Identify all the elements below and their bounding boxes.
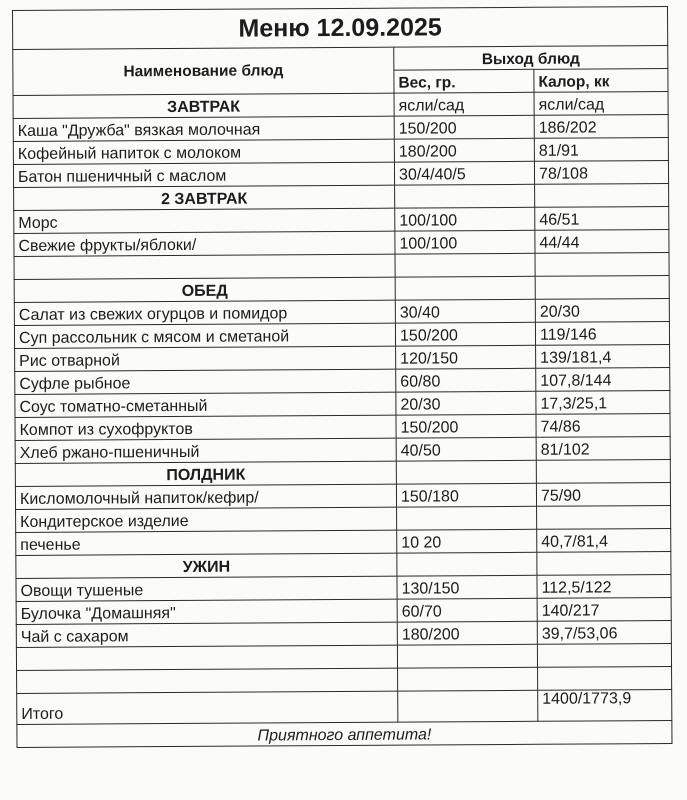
dish-calories: 119/146 bbox=[535, 321, 669, 345]
dish-name: Батон пшеничный с маслом bbox=[13, 162, 394, 187]
dish-weight: 60/80 bbox=[396, 368, 536, 392]
dish-weight: 60/70 bbox=[397, 598, 537, 622]
empty-cell bbox=[396, 460, 536, 484]
dish-weight: 10 20 bbox=[397, 529, 537, 553]
empty-cell bbox=[535, 183, 669, 207]
dish-name: Рис отварной bbox=[15, 346, 396, 371]
dish-row bbox=[15, 413, 670, 440]
dish-name: Кисломолочный напиток/кефир/ bbox=[15, 484, 396, 509]
section-title: ОБЕД bbox=[14, 277, 395, 302]
empty-cell bbox=[535, 252, 669, 276]
empty-cell bbox=[397, 552, 537, 576]
empty-cell bbox=[14, 254, 395, 279]
dish-row bbox=[15, 390, 670, 417]
dish-weight: 150/200 bbox=[395, 322, 535, 346]
section-title: УЖИН bbox=[16, 553, 397, 578]
dish-row bbox=[13, 137, 668, 164]
dish-name: Хлеб ржано-пшеничный bbox=[15, 438, 396, 463]
dish-name: Булочка "Домашняя" bbox=[16, 599, 397, 624]
dish-weight: 150/180 bbox=[396, 483, 536, 507]
dish-row bbox=[14, 321, 669, 348]
section-title: ЗАВТРАК bbox=[13, 93, 394, 118]
dish-calories: 39,7/53,06 bbox=[537, 620, 671, 644]
footer-row bbox=[17, 720, 672, 747]
section-title: 2 ЗАВТРАК bbox=[14, 185, 395, 210]
dish-name: Кофейный напиток с молоком bbox=[13, 139, 394, 164]
dish-calories: 107,8/144 bbox=[536, 367, 670, 391]
dish-row bbox=[15, 367, 670, 394]
dish-calories: 44/44 bbox=[535, 229, 669, 253]
empty-cell bbox=[536, 459, 670, 483]
dish-weight: 40/50 bbox=[396, 437, 536, 461]
dish-name: Свежие фрукты/яблоки/ bbox=[14, 231, 395, 256]
dish-weight: 150/200 bbox=[396, 414, 536, 438]
dish-name: Кондитерское изделие bbox=[16, 507, 397, 532]
dish-name: Каша "Дружба" вязкая молочная bbox=[13, 116, 394, 141]
page-title: Меню 12.09.2025 bbox=[13, 6, 668, 49]
dish-calories: 140/217 bbox=[537, 597, 671, 621]
dish-name: Морс bbox=[14, 208, 395, 233]
dish-calories: 139/181,4 bbox=[536, 344, 670, 368]
total-weight bbox=[398, 690, 538, 722]
total-calories: 1400/1773,9 bbox=[538, 689, 672, 721]
dish-row bbox=[15, 344, 670, 371]
dish-calories: 17,3/25,1 bbox=[536, 390, 670, 414]
dish-weight: 150/200 bbox=[394, 115, 534, 139]
dish-calories: 81/91 bbox=[534, 137, 668, 161]
empty-cell bbox=[535, 275, 669, 299]
dish-weight: 120/150 bbox=[396, 345, 536, 369]
empty-cell bbox=[395, 184, 535, 208]
dish-calories: 112,5/122 bbox=[537, 574, 671, 598]
dish-calories: 75/90 bbox=[536, 482, 670, 506]
empty-cell bbox=[537, 551, 671, 575]
dish-row bbox=[13, 114, 668, 141]
output-group-header: Выход блюд bbox=[394, 45, 668, 70]
dish-calories: 20/30 bbox=[535, 298, 669, 322]
empty-cell bbox=[538, 666, 672, 690]
dish-calories: 78/108 bbox=[534, 160, 668, 184]
dish-weight: 130/150 bbox=[397, 575, 537, 599]
calories-header: Калор, кк bbox=[534, 68, 668, 92]
dish-name: Суп рассольник с мясом и сметаной bbox=[14, 323, 395, 348]
empty-cell bbox=[395, 253, 535, 277]
dish-name: печенье bbox=[16, 530, 397, 555]
dish-calories: 186/202 bbox=[534, 114, 668, 138]
footer-message: Приятного аппетита! bbox=[17, 720, 672, 747]
dish-row bbox=[13, 160, 668, 187]
weight-header: Вес, гр. bbox=[394, 69, 534, 93]
dish-row bbox=[15, 482, 670, 509]
dish-calories: 81/102 bbox=[536, 436, 670, 460]
dish-row bbox=[14, 298, 669, 325]
empty-cell bbox=[398, 667, 538, 691]
section-title: ПОЛДНИК bbox=[15, 461, 396, 486]
dish-calories: 40,7/81,4 bbox=[537, 528, 671, 552]
calories-subheader: ясли/сад bbox=[534, 91, 668, 115]
dish-weight: 30/4/40/5 bbox=[394, 161, 534, 185]
section-row bbox=[13, 91, 668, 118]
total-label: Итого bbox=[17, 691, 398, 724]
dish-weight bbox=[397, 506, 537, 530]
dish-name-header: Наименование блюд bbox=[13, 47, 394, 95]
empty-cell bbox=[537, 643, 671, 667]
dish-weight: 30/40 bbox=[395, 299, 535, 323]
dish-name: Чай с сахаром bbox=[16, 622, 397, 647]
empty-cell bbox=[16, 645, 397, 670]
dish-weight: 100/100 bbox=[395, 230, 535, 254]
dish-weight: 180/200 bbox=[397, 621, 537, 645]
empty-cell bbox=[397, 644, 537, 668]
empty-cell bbox=[17, 668, 398, 693]
dish-calories bbox=[537, 505, 671, 529]
menu-sheet bbox=[12, 6, 671, 748]
menu-table bbox=[12, 6, 672, 748]
dish-name: Овощи тушеные bbox=[16, 576, 397, 601]
dish-row bbox=[16, 574, 671, 601]
dish-weight: 180/200 bbox=[394, 138, 534, 162]
dish-name: Салат из свежих огурцов и помидор bbox=[14, 300, 395, 325]
dish-row bbox=[16, 528, 671, 555]
dish-row bbox=[14, 206, 669, 233]
dish-row bbox=[14, 229, 669, 256]
dish-row bbox=[15, 436, 670, 463]
dish-row bbox=[16, 620, 671, 647]
dish-row bbox=[16, 597, 671, 624]
dish-name: Суфле рыбное bbox=[15, 369, 396, 394]
dish-weight: 100/100 bbox=[395, 207, 535, 231]
empty-cell bbox=[395, 276, 535, 300]
dish-name: Соус томатно-сметанный bbox=[15, 392, 396, 417]
total-row bbox=[17, 689, 672, 724]
dish-name: Компот из сухофруктов bbox=[15, 415, 396, 440]
dish-calories: 74/86 bbox=[536, 413, 670, 437]
weight-subheader: ясли/сад bbox=[394, 92, 534, 116]
dish-calories: 46/51 bbox=[535, 206, 669, 230]
dish-weight: 20/30 bbox=[396, 391, 536, 415]
